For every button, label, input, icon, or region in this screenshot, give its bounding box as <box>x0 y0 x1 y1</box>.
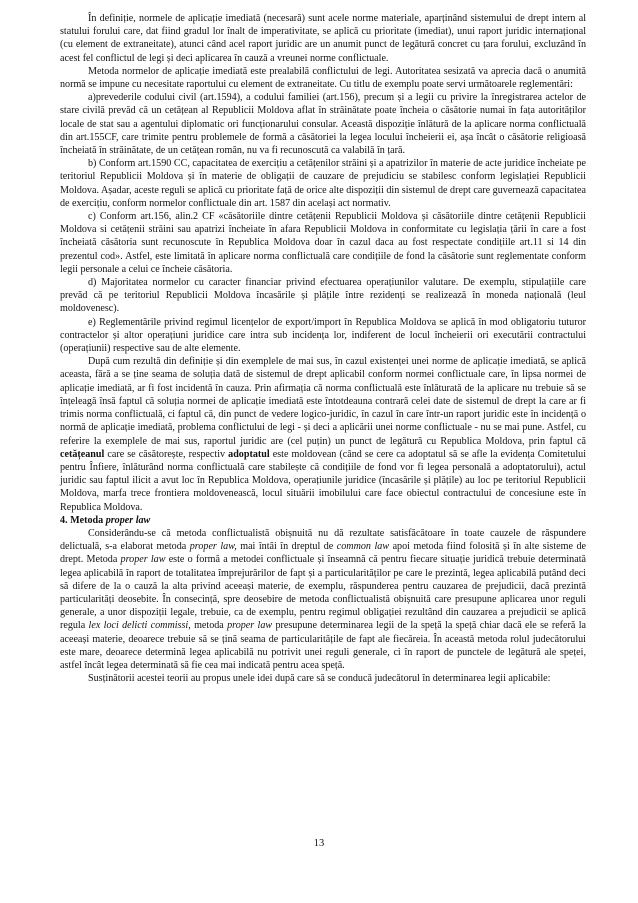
pl-italic-4: lex loci delicti commissi, <box>88 620 191 632</box>
analysis-bold-adopted: adoptatul <box>228 448 270 460</box>
document-page <box>60 12 586 685</box>
analysis-text-3: este moldovean (când se cere ca adoptatul să se afle la evidența Comitetului pentru Înfiere, înlăturând norma conflictuală care stabilește că condițiile de fond vor fi legea personală a adoptatorului), actul juridic sau faptul ilicit a avut loc în Republica Moldova, operațiunile juridice (încasările și plățile) au loc pe teritoriul Republicii Moldova, marfa trece frontiera moldovenească, locul situării imobilului care face obiectul contractului de concesiune este în Republica Moldova. <box>60 448 587 513</box>
pl-italic-2: common law <box>336 541 390 553</box>
page-number: 13 <box>313 838 325 849</box>
section-heading-emph: proper law <box>105 514 151 526</box>
pl-italic-5: proper law <box>227 620 273 632</box>
pl-text-3: apoi metoda fiind folosită și în alte sisteme de drept. Metoda <box>60 541 586 566</box>
paragraph-proper-law <box>60 527 586 672</box>
paragraph-supporters: Susținătorii acestei teorii au propus unele idei după care să se conducă judecătorul în determinarea legii aplicabile: <box>88 673 551 685</box>
pl-text-6: presupune determinarea legii de la speță la speță chiar dacă ele se referă la aceeași materie, deoarece trebuie să se țină seama de particularitățile de fapt ale fiecăreia. În această metoda rolul judecătorului este mare, deoarece determină legea aplicabilă nu potrivit unei reguli generale, ci în raport de punctele de legătură ale speței, astfel încât legea determinată să fie cea mai indicată pentru acea speță. <box>60 620 586 671</box>
paragraph-example-a: a)prevederile codului civil (art.1594), a codului familiei (art.156), precum și a legii cu privire la înregistrarea actelor de stare civilă prevăd că un cetățean al Republicii Moldova aflat în străinătate poate încheia o căsătorie numai în fața autorităților locale de stat sau a agentului diplomatic ori funcționarului consular. Această dispoziție înlătură de la aplicare norma conflictuală din art.155CF, care trimite pentru problemele de formă a căsătoriei la legea locului încheierii ei, așa încât o căsătorie religioasă încheiată în străinătate, de un cetățean român, nu va fi recunoscută ca valabilă în țară. <box>60 92 586 157</box>
pl-italic-1: proper law, <box>189 541 237 553</box>
paragraph-example-e: e) Reglementările privind regimul licențelor de export/import în Republica Moldova se aplică în mod obligatoriu tuturor contractelor și altor operațiuni juridice care intra sub incidența lor, indiferent de locul încheierii ori executării contractului (operațiunii) respective sau de alte elemente. <box>60 316 586 355</box>
paragraph-example-c: c) Conform art.156, alin.2 CF «căsătoriile dintre cetățenii Republicii Moldova și căsătoriile dintre cetățenii Republicii Moldova si cetățenii străini sau apatrizi încheiate în afara Republicii Moldova in conformitate cu legislația țării în care a fost încheiată căsătoria sunt recunoscute în Republica Moldova doar în cazul daca au fost respectate condițiile art.11 si 14 din prezentul cod». Astfel, este limitată în aplicare norma conflictuală care condițiile de fond la căsătorie sunt reglementate conform legii personale a celui ce încheie căsătoria. <box>60 211 586 275</box>
paragraph-analysis <box>60 355 586 513</box>
pl-text-5: metoda <box>190 620 228 632</box>
pl-text-1: Considerându-se că metoda conflictualistă obișnuită nu dă rezultate satisfăcătoare în toate cauzele de răspundere delictuală, s-a elaborat metoda <box>60 527 586 553</box>
analysis-bold-citizen: cetățeanul <box>60 448 105 460</box>
section-heading-prefix: 4. Metoda <box>60 514 106 526</box>
paragraph-method: Metoda normelor de aplicație imediată este prealabilă conflictului de legi. Autoritatea sesizată va aprecia dacă o anumită normă se impune cu necesitate raportului cu element de extraneitate. Cu titlu de exemplu poate servi următoarele reglementări: <box>60 65 586 91</box>
pl-text-2: mai întâi în dreptul de <box>236 541 337 553</box>
section-heading <box>60 514 586 527</box>
paragraph-example-b: b) Conform art.1590 CC, capacitatea de exercițiu a cetățenilor străini și a apatrizilor în materie de acte juridice încheiate pe teritoriul Republicii Moldova și în materie de obligații de cauzare de prejudiciu se stabilesc conform legislației Republicii Moldova. Așadar, aceste reguli se aplică cu prioritate față de orice alte dispoziții din sistemul de drept care guvernează capacitatea de exercițiu, conform normelor conflictuale din art. 1587 din același act normativ. <box>60 158 586 209</box>
pl-text-4: este o formă a metodei conflictuale și înseamnă că pentru fiecare situație juridică trebuie determinată legea aplicabilă în raport de totalitatea împrejurărilor de fapt și a particularităților pe care le prezintă, legea aplicabilă putând deci să difere de la o cauză la alta privind aceeași materie, de exemplu, răspunderea pentru cauzarea de prejudicii, dacă prezintă particularități deosebite. În consecință, spre deosebire de metoda conflictualistă obișnuită care presupune aplicarea unor reguli generale, a unor dispoziții legale, trebuie, ca de exemplu, pentru regimul obligației rezultând din cauzarea a prejudicii se aplică regula <box>60 554 586 632</box>
paragraph-definition: În definiție, normele de aplicație imediată (necesară) sunt acele norme materiale, aparținând sistemului de drept intern al statului forului care, dat fiind gradul lor înalt de imperativitate, se aplică cu prioritate (imediat), unui raport juridic internațional (cu element de extraneitate), atunci când acel raport juridic are un anumit punct de legătură concret cu țara forului, excluzând în acest fel conflictul de legi și deci aplicarea în cauză a vreunei norme conflictuale. <box>60 13 586 64</box>
paragraph-example-d: d) Majoritatea normelor cu caracter financiar privind efectuarea operațiunilor valutare. De exemplu, stipulațiile care prevăd că pe teritoriul Republicii Moldova încasările și plățile între rezidenți se realizează în moneda națională (leul moldovenesc). <box>60 277 586 315</box>
analysis-text-1: După cum rezultă din definiție și din exemplele de mai sus, în cazul existenței unei norme de aplicație imediată, se aplică aceasta, fără a se ține seama de soluția dată de sistemul de drept aplicabil conform normei conflictuale care, în lipsa normei de aplicație imediată, ar fi fost incidentă în cauza. Prin afirmația că norma conflictuală este înlăturată de la aplicare nu trebuie să se înțeleagă însă faptul că soluția normei de aplicație imediată este întotdeauna contrară celei date de sistemul de drept la care ar fi trimis norma conflictuală, ci faptul că, din punct de vedere logico-juridic, în cazul în care într-un raport juridic este în incidență o normă de aplicație imediată, problema conflictului de legi - și deci a aplicării unei norme conflictuale - nu se mai pune. Astfel, cu referire la exemplele de mai sus, raportul juridic are (cel puțin) un punct de legătură cu Republica Moldova, prin faptul că <box>60 356 586 447</box>
pl-italic-3: proper law <box>120 554 166 566</box>
analysis-text-2: care se căsătorește, respectiv <box>104 448 229 460</box>
